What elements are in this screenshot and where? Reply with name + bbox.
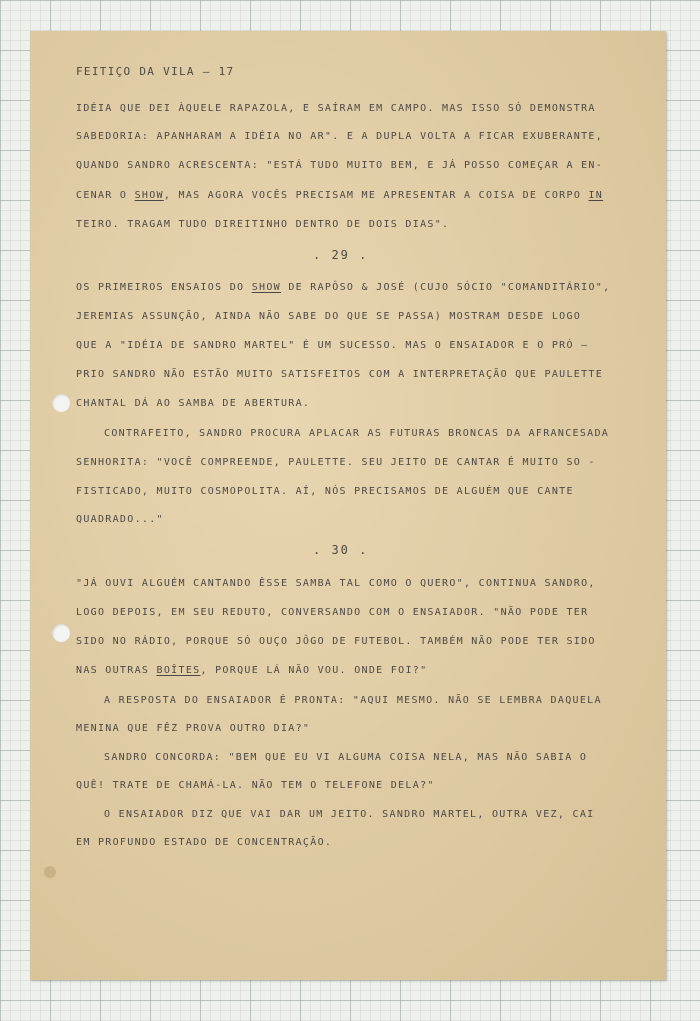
text-line: QUE A "IDÉIA DE SANDRO MARTEL" É UM SUCESSO. MAS O ENSAIADOR E O PRÓ — [76, 340, 589, 351]
underlined-word: SHOW [251, 282, 281, 293]
text-line: TEIRO. TRAGAM TUDO DIREITINHO DENTRO DE DOIS DIAS". [76, 219, 450, 230]
text-line: QUÊ! TRATE DE CHAMÁ-LA. NÃO TEM O TELEFONE DELA?" [76, 780, 435, 791]
text-line: LOGO DEPOIS, EM SEU REDUTO, CONVERSANDO COM O ENSAIADOR. "NÃO PODE TER [76, 607, 589, 618]
paper-stain [44, 866, 56, 878]
text-segment: OS PRIMEIROS ENSAIOS DO [76, 282, 252, 293]
text-line: EM PROFUNDO ESTADO DE CONCENTRAÇÃO. [76, 837, 333, 848]
scene-number: . 30 . [313, 543, 369, 557]
text-segment: DE RAPÔSO & JOSÉ (CUJO SÓCIO "COMANDITÁRIO", [281, 282, 611, 293]
text-segment: NAS OUTRAS [76, 665, 157, 676]
text-line: IDÉIA QUE DEI ÀQUELE RAPAZOLA, E SAÍRAM EM CAMPO. MAS ISSO SÓ DEMONSTRA [76, 103, 596, 114]
page-header: FEITIÇO DA VILA — 17 [76, 65, 235, 78]
text-line: A RESPOSTA DO ENSAIADOR É PRONTA: "AQUI MESMO. NÃO SE LEMBRA DAQUELA [104, 695, 602, 706]
text-segment: CENAR O [76, 190, 135, 201]
text-line: SIDO NO RÁDIO, PORQUE SÓ OUÇO JÔGO DE FUTEBOL. TAMBÉM NÃO PODE TER SIDO [76, 636, 596, 647]
text-line: "JÁ OUVI ALGUÉM CANTANDO ÊSSE SAMBA TAL COMO O QUERO", CONTINUA SANDRO, [76, 578, 596, 589]
text-line [76, 665, 427, 677]
underlined-word: IN [588, 190, 604, 201]
punch-hole-top [52, 394, 70, 412]
scene-number: . 29 . [313, 248, 369, 262]
text-line: CONTRAFEITO, SANDRO PROCURA APLACAR AS FUTURAS BRONCAS DA AFRANCESADA [104, 428, 610, 439]
text-segment: , MAS AGORA VOCÊS PRECISAM ME APRESENTAR A COISA DE CORPO [163, 190, 589, 201]
text-line [76, 282, 610, 294]
text-line: PRIO SANDRO NÃO ESTÃO MUITO SATISFEITOS COM A INTERPRETAÇÃO QUE PAULETTE [76, 369, 604, 380]
underlined-word: BOÎTES [156, 665, 201, 676]
text-line: CHANTAL DÁ AO SAMBA DE ABERTURA. [76, 398, 311, 409]
text-line: QUADRADO..." [76, 514, 164, 525]
text-line: JEREMIAS ASSUNÇÃO, AINDA NÃO SABE DO QUE SE PASSA) MOSTRAM DESDE LOGO [76, 311, 582, 322]
text-segment: , PORQUE LÁ NÃO VOU. ONDE FOI?" [200, 665, 428, 676]
punch-hole-bottom [52, 624, 70, 642]
text-line: SABEDORIA: APANHARAM A IDÉIA NO AR". E A DUPLA VOLTA A FICAR EXUBERANTE, [76, 131, 604, 142]
text-line: O ENSAIADOR DIZ QUE VAI DAR UM JEITO. SANDRO MARTEL, OUTRA VEZ, CAI [104, 809, 595, 820]
text-line [76, 190, 603, 202]
text-line: QUANDO SANDRO ACRESCENTA: "ESTÁ TUDO MUITO BEM, E JÁ POSSO COMEÇAR A EN- [76, 160, 604, 171]
underlined-word: SHOW [134, 190, 164, 201]
text-line: SANDRO CONCORDA: "BEM QUE EU VI ALGUMA COISA NELA, MAS NÃO SABIA O [104, 752, 588, 763]
text-line: MENINA QUE FÊZ PROVA OUTRO DIA?" [76, 723, 311, 734]
text-line: SENHORITA: "VOCÊ COMPREENDE, PAULETTE. SEU JEITO DE CANTAR É MUITO SO - [76, 457, 596, 468]
text-line: FISTICADO, MUITO COSMOPOLITA. AÍ, NÓS PRECISAMOS DE ALGUÉM QUE CANTE [76, 486, 574, 497]
